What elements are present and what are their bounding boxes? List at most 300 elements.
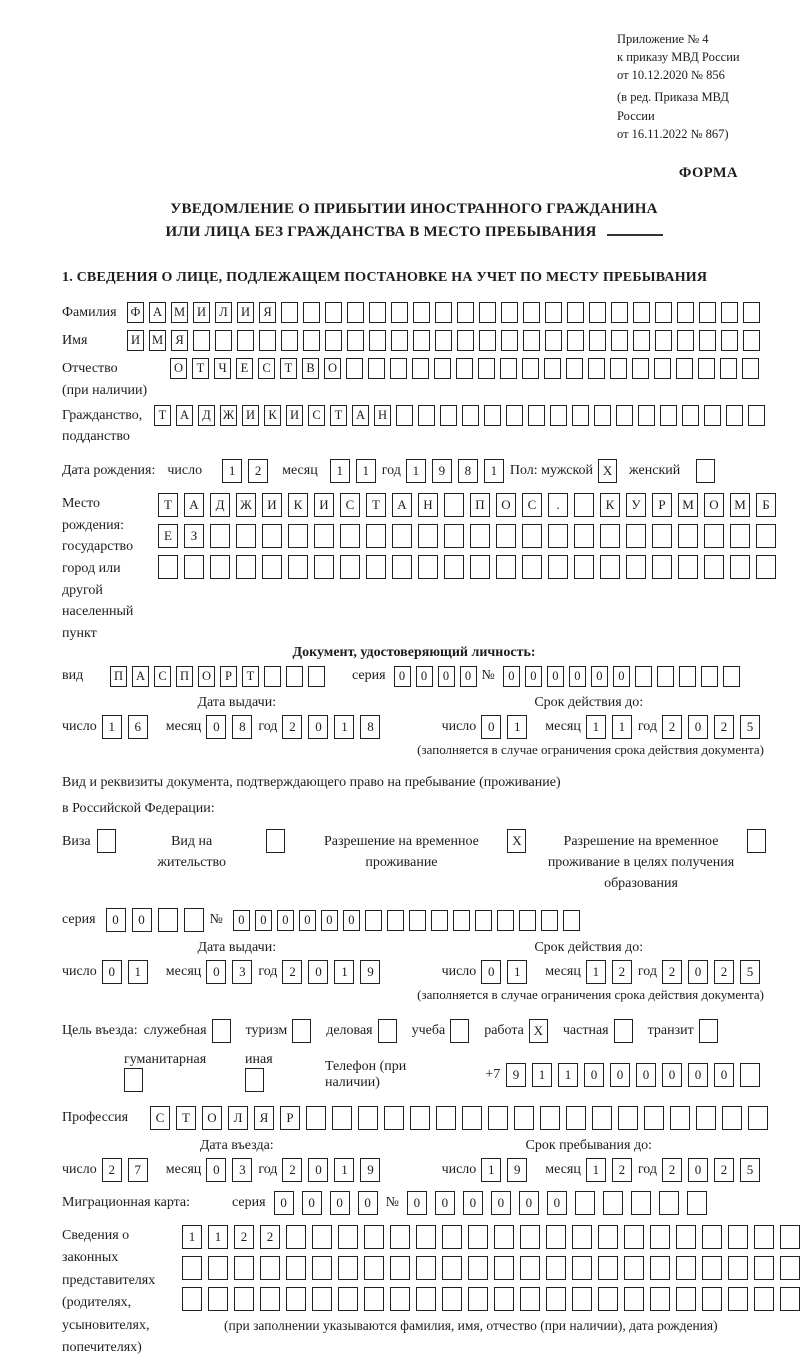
char-box[interactable]: 9 [360,960,380,984]
char-box[interactable]: 0 [407,1191,427,1215]
char-box[interactable]: 0 [569,666,586,687]
char-box[interactable]: 1 [182,1225,202,1249]
char-box[interactable] [182,1287,202,1311]
char-box[interactable]: 2 [714,715,734,739]
char-box[interactable] [281,302,298,323]
char-box[interactable] [193,330,210,351]
char-box[interactable] [457,302,474,323]
char-box[interactable] [506,405,523,426]
char-box[interactable] [676,1225,696,1249]
char-box[interactable] [548,555,568,579]
char-box[interactable]: С [150,1106,170,1130]
char-box[interactable] [369,302,386,323]
char-box[interactable] [208,1287,228,1311]
char-box[interactable] [682,405,699,426]
purpose-tourism-checkbox[interactable] [292,1019,311,1043]
char-box[interactable] [589,330,606,351]
char-box[interactable] [364,1256,384,1280]
char-box[interactable]: 1 [334,715,354,739]
char-box[interactable]: 1 [586,715,606,739]
char-box[interactable] [332,1106,352,1130]
char-box[interactable]: Ж [236,493,256,517]
char-box[interactable] [519,910,536,931]
char-box[interactable] [312,1287,332,1311]
char-box[interactable] [470,524,490,548]
char-box[interactable] [678,524,698,548]
char-box[interactable]: М [730,493,750,517]
char-box[interactable] [677,302,694,323]
title-blank-underline[interactable] [607,224,663,236]
char-box[interactable] [780,1256,800,1280]
char-box[interactable]: Ф [127,302,144,323]
char-box[interactable] [650,1287,670,1311]
char-box[interactable] [347,330,364,351]
char-box[interactable] [592,1106,612,1130]
char-box[interactable]: 0 [438,666,455,687]
char-box[interactable]: 2 [282,715,302,739]
char-box[interactable]: 1 [586,1158,606,1182]
char-box[interactable] [676,1287,696,1311]
char-box[interactable]: 0 [688,1158,708,1182]
char-box[interactable] [281,330,298,351]
char-box[interactable]: С [308,405,325,426]
char-box[interactable]: 2 [612,960,632,984]
char-box[interactable]: 1 [532,1063,552,1087]
char-box[interactable]: 0 [688,1063,708,1087]
char-box[interactable]: 1 [586,960,606,984]
char-box[interactable] [589,302,606,323]
char-box[interactable] [286,1287,306,1311]
char-box[interactable] [496,555,516,579]
option-temp-residence-checkbox[interactable]: X [507,829,526,853]
char-box[interactable] [501,330,518,351]
char-box[interactable]: 1 [128,960,148,984]
char-box[interactable] [548,524,568,548]
char-box[interactable]: 1 [507,960,527,984]
char-box[interactable] [262,555,282,579]
char-box[interactable] [575,1191,595,1215]
char-box[interactable] [410,1106,430,1130]
char-box[interactable] [600,524,620,548]
char-box[interactable]: 0 [308,960,328,984]
char-box[interactable] [390,1256,410,1280]
char-box[interactable] [456,358,473,379]
char-box[interactable] [676,1256,696,1280]
char-box[interactable]: 0 [132,908,152,932]
char-box[interactable] [210,555,230,579]
char-box[interactable] [338,1256,358,1280]
char-box[interactable] [468,1287,488,1311]
char-box[interactable]: В [302,358,319,379]
char-box[interactable]: 1 [406,459,426,483]
char-box[interactable]: 0 [106,908,126,932]
char-box[interactable] [358,1106,378,1130]
char-box[interactable]: 8 [232,715,252,739]
char-box[interactable] [544,358,561,379]
char-box[interactable] [528,405,545,426]
char-box[interactable] [603,1191,623,1215]
char-box[interactable] [546,1225,566,1249]
char-box[interactable]: 5 [740,960,760,984]
char-box[interactable] [670,1106,690,1130]
char-box[interactable]: 0 [302,1191,322,1215]
char-box[interactable] [635,666,652,687]
char-box[interactable]: 9 [507,1158,527,1182]
char-box[interactable]: 0 [343,910,360,931]
char-box[interactable] [540,1106,560,1130]
char-box[interactable] [479,330,496,351]
char-box[interactable]: Я [254,1106,274,1130]
char-box[interactable]: 2 [102,1158,122,1182]
char-box[interactable] [618,1106,638,1130]
char-box[interactable] [413,302,430,323]
char-box[interactable] [184,908,204,932]
purpose-other-checkbox[interactable] [245,1068,264,1092]
char-box[interactable] [418,555,438,579]
purpose-official-checkbox[interactable] [212,1019,231,1043]
char-box[interactable] [308,666,325,687]
char-box[interactable] [416,1256,436,1280]
char-box[interactable] [366,555,386,579]
char-box[interactable]: 1 [558,1063,578,1087]
char-box[interactable] [702,1225,722,1249]
char-box[interactable] [572,1225,592,1249]
char-box[interactable]: 2 [714,1158,734,1182]
char-box[interactable]: И [127,330,144,351]
char-box[interactable] [442,1256,462,1280]
char-box[interactable]: 3 [232,1158,252,1182]
char-box[interactable]: 0 [688,715,708,739]
char-box[interactable] [453,910,470,931]
char-box[interactable] [654,358,671,379]
char-box[interactable] [545,330,562,351]
char-box[interactable] [522,358,539,379]
char-box[interactable]: З [184,524,204,548]
char-box[interactable]: Т [192,358,209,379]
char-box[interactable] [655,302,672,323]
char-box[interactable] [234,1256,254,1280]
char-box[interactable] [567,302,584,323]
char-box[interactable]: 0 [662,1063,682,1087]
char-box[interactable] [478,358,495,379]
char-box[interactable] [520,1287,540,1311]
char-box[interactable] [392,524,412,548]
char-box[interactable] [236,555,256,579]
char-box[interactable]: 1 [222,459,242,483]
purpose-business-checkbox[interactable] [378,1019,397,1043]
char-box[interactable] [364,1287,384,1311]
char-box[interactable] [754,1256,774,1280]
char-box[interactable]: 0 [416,666,433,687]
char-box[interactable]: 0 [519,1191,539,1215]
char-box[interactable] [236,524,256,548]
char-box[interactable] [384,1106,404,1130]
char-box[interactable]: У [626,493,646,517]
char-box[interactable]: С [340,493,360,517]
char-box[interactable] [286,1225,306,1249]
purpose-private-checkbox[interactable] [614,1019,633,1043]
char-box[interactable]: А [176,405,193,426]
char-box[interactable] [366,524,386,548]
char-box[interactable]: К [288,493,308,517]
char-box[interactable] [215,330,232,351]
char-box[interactable] [541,910,558,931]
char-box[interactable] [391,330,408,351]
char-box[interactable]: 0 [584,1063,604,1087]
char-box[interactable]: 0 [233,910,250,931]
char-box[interactable] [600,555,620,579]
char-box[interactable]: 0 [613,666,630,687]
char-box[interactable]: 1 [208,1225,228,1249]
char-box[interactable]: О [704,493,724,517]
purpose-transit-checkbox[interactable] [699,1019,718,1043]
char-box[interactable] [626,524,646,548]
char-box[interactable] [678,555,698,579]
char-box[interactable]: . [548,493,568,517]
char-box[interactable]: 0 [503,666,520,687]
char-box[interactable] [468,1256,488,1280]
char-box[interactable]: 0 [714,1063,734,1087]
char-box[interactable] [624,1225,644,1249]
char-box[interactable]: 1 [507,715,527,739]
char-box[interactable] [418,524,438,548]
char-box[interactable]: Р [652,493,672,517]
char-box[interactable]: 0 [206,1158,226,1182]
char-box[interactable] [701,666,718,687]
char-box[interactable] [572,1287,592,1311]
char-box[interactable] [743,302,760,323]
char-box[interactable]: Б [756,493,776,517]
char-box[interactable] [624,1287,644,1311]
char-box[interactable] [610,358,627,379]
char-box[interactable] [652,555,672,579]
char-box[interactable] [638,405,655,426]
char-box[interactable]: 2 [282,960,302,984]
char-box[interactable]: О [198,666,215,687]
char-box[interactable]: 0 [308,1158,328,1182]
char-box[interactable]: 7 [128,1158,148,1182]
char-box[interactable] [743,330,760,351]
char-box[interactable] [566,358,583,379]
char-box[interactable] [260,1256,280,1280]
char-box[interactable]: Р [220,666,237,687]
char-box[interactable] [546,1256,566,1280]
char-box[interactable]: 0 [255,910,272,931]
char-box[interactable] [598,1256,618,1280]
char-box[interactable]: Е [236,358,253,379]
char-box[interactable] [365,910,382,931]
sex-female-checkbox[interactable] [696,459,715,483]
char-box[interactable] [730,555,750,579]
char-box[interactable] [325,330,342,351]
char-box[interactable] [288,555,308,579]
char-box[interactable] [314,555,334,579]
char-box[interactable] [702,1256,722,1280]
char-box[interactable] [286,1256,306,1280]
char-box[interactable] [286,666,303,687]
char-box[interactable] [676,358,693,379]
char-box[interactable] [514,1106,534,1130]
char-box[interactable]: Т [154,405,171,426]
char-box[interactable] [416,1287,436,1311]
char-box[interactable]: 0 [206,715,226,739]
char-box[interactable]: Т [176,1106,196,1130]
char-box[interactable] [520,1256,540,1280]
char-box[interactable] [659,1191,679,1215]
char-box[interactable]: 0 [330,1191,350,1215]
char-box[interactable] [494,1287,514,1311]
char-box[interactable] [314,524,334,548]
char-box[interactable] [742,358,759,379]
char-box[interactable] [650,1225,670,1249]
char-box[interactable]: 5 [740,1158,760,1182]
purpose-study-checkbox[interactable] [450,1019,469,1043]
char-box[interactable] [462,405,479,426]
char-box[interactable]: 0 [460,666,477,687]
char-box[interactable]: 2 [282,1158,302,1182]
char-box[interactable] [522,524,542,548]
char-box[interactable] [566,1106,586,1130]
char-box[interactable]: С [154,666,171,687]
char-box[interactable]: 1 [102,715,122,739]
purpose-humanitarian-checkbox[interactable] [124,1068,143,1092]
char-box[interactable] [721,302,738,323]
option-residence-permit-checkbox[interactable] [266,829,285,853]
char-box[interactable] [264,666,281,687]
char-box[interactable] [416,1225,436,1249]
char-box[interactable] [259,330,276,351]
char-box[interactable] [520,1225,540,1249]
char-box[interactable]: И [286,405,303,426]
char-box[interactable] [158,908,178,932]
char-box[interactable] [698,358,715,379]
char-box[interactable] [435,302,452,323]
char-box[interactable]: Е [158,524,178,548]
char-box[interactable]: 8 [360,715,380,739]
char-box[interactable]: 1 [356,459,376,483]
char-box[interactable] [616,405,633,426]
char-box[interactable]: О [202,1106,222,1130]
char-box[interactable] [390,1287,410,1311]
char-box[interactable]: С [522,493,542,517]
char-box[interactable] [704,524,724,548]
char-box[interactable] [494,1256,514,1280]
char-box[interactable] [470,555,490,579]
char-box[interactable]: К [600,493,620,517]
char-box[interactable]: П [470,493,490,517]
char-box[interactable] [418,405,435,426]
char-box[interactable]: 0 [102,960,122,984]
char-box[interactable] [574,555,594,579]
char-box[interactable] [522,555,542,579]
char-box[interactable] [208,1256,228,1280]
char-box[interactable] [306,1106,326,1130]
char-box[interactable] [655,330,672,351]
char-box[interactable]: Т [158,493,178,517]
char-box[interactable]: К [264,405,281,426]
char-box[interactable]: Д [198,405,215,426]
char-box[interactable] [412,358,429,379]
char-box[interactable]: 0 [435,1191,455,1215]
char-box[interactable]: 0 [591,666,608,687]
char-box[interactable]: С [258,358,275,379]
char-box[interactable] [754,1225,774,1249]
char-box[interactable]: 2 [714,960,734,984]
char-box[interactable]: 2 [234,1225,254,1249]
char-box[interactable]: О [496,493,516,517]
char-box[interactable] [657,666,674,687]
char-box[interactable] [497,910,514,931]
char-box[interactable]: 1 [481,1158,501,1182]
char-box[interactable]: 2 [612,1158,632,1182]
char-box[interactable] [626,555,646,579]
char-box[interactable] [567,330,584,351]
char-box[interactable]: И [314,493,334,517]
char-box[interactable]: Я [171,330,188,351]
char-box[interactable]: Н [374,405,391,426]
char-box[interactable] [704,555,724,579]
char-box[interactable] [754,1287,774,1311]
char-box[interactable] [501,302,518,323]
char-box[interactable] [721,330,738,351]
char-box[interactable]: 8 [458,459,478,483]
char-box[interactable] [740,1063,760,1087]
char-box[interactable]: И [193,302,210,323]
char-box[interactable]: П [176,666,193,687]
option-temp-residence-education-checkbox[interactable] [747,829,766,853]
char-box[interactable]: О [324,358,341,379]
char-box[interactable] [468,1225,488,1249]
char-box[interactable] [633,302,650,323]
char-box[interactable] [611,330,628,351]
char-box[interactable] [303,302,320,323]
char-box[interactable] [728,1256,748,1280]
char-box[interactable]: 0 [463,1191,483,1215]
char-box[interactable] [704,405,721,426]
char-box[interactable]: М [171,302,188,323]
char-box[interactable]: 0 [481,960,501,984]
char-box[interactable] [699,330,716,351]
char-box[interactable]: 0 [547,666,564,687]
char-box[interactable] [444,493,464,517]
char-box[interactable]: О [170,358,187,379]
char-box[interactable]: 0 [525,666,542,687]
char-box[interactable] [696,1106,716,1130]
char-box[interactable] [440,405,457,426]
char-box[interactable] [184,555,204,579]
char-box[interactable] [748,1106,768,1130]
purpose-work-checkbox[interactable]: X [529,1019,548,1043]
char-box[interactable] [677,330,694,351]
char-box[interactable] [347,302,364,323]
char-box[interactable]: 0 [358,1191,378,1215]
char-box[interactable] [457,330,474,351]
char-box[interactable]: Ж [220,405,237,426]
char-box[interactable] [702,1287,722,1311]
char-box[interactable]: 2 [662,1158,682,1182]
option-visa-checkbox[interactable] [97,829,116,853]
char-box[interactable] [780,1287,800,1311]
char-box[interactable] [720,358,737,379]
char-box[interactable] [574,524,594,548]
char-box[interactable]: 6 [128,715,148,739]
char-box[interactable]: Т [366,493,386,517]
char-box[interactable] [488,1106,508,1130]
char-box[interactable] [650,1256,670,1280]
char-box[interactable] [325,302,342,323]
char-box[interactable] [484,405,501,426]
char-box[interactable] [546,1287,566,1311]
